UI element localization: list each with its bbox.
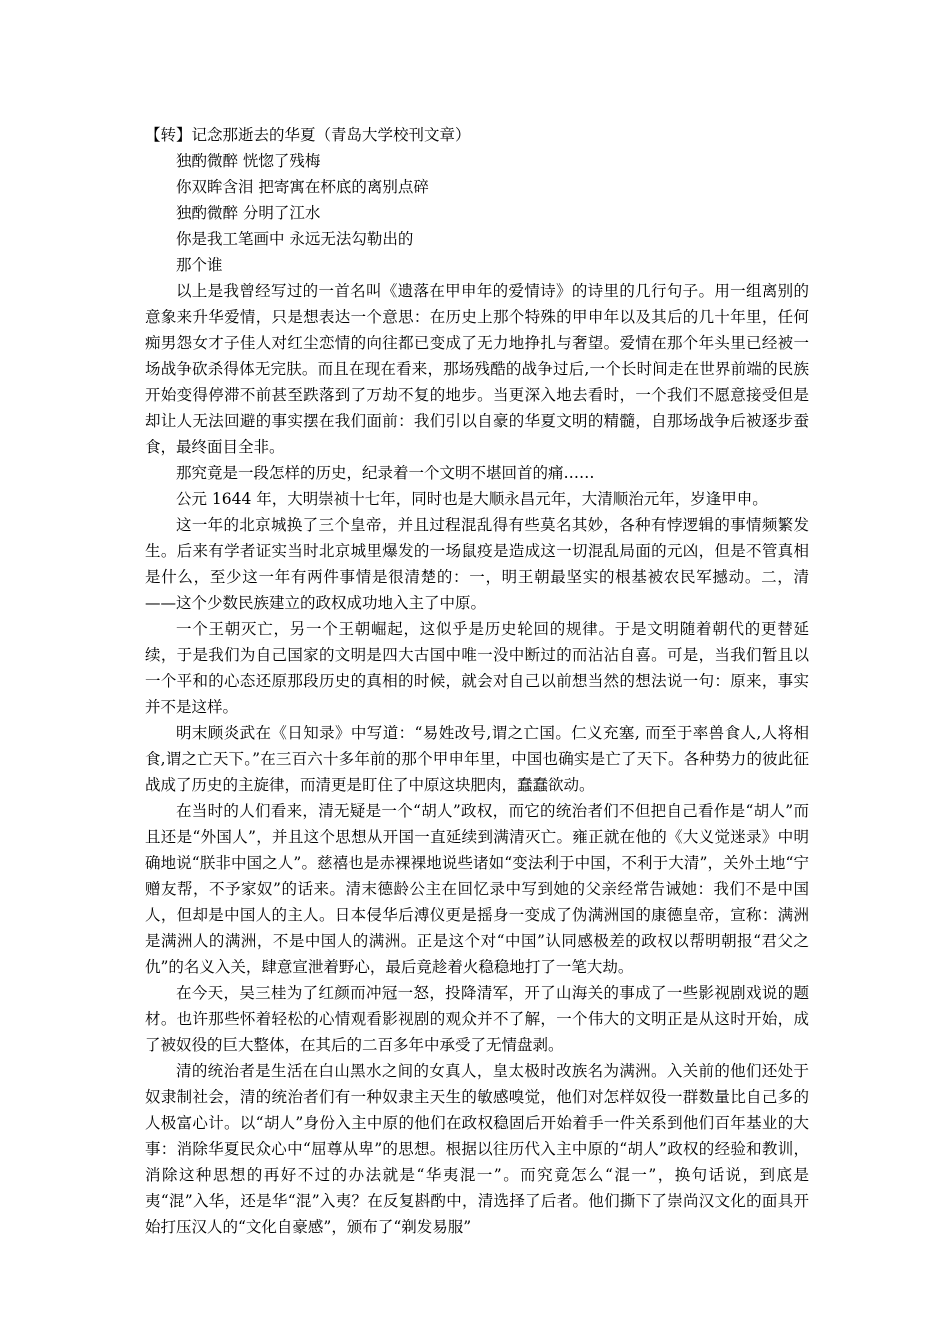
body-paragraph: 清的统治者是生活在白山黑水之间的女真人，皇太极时改族名为满洲。入关前的他们还处于奴隶制社会，清的统治者们有一种奴隶主天生的敏感嗅觉，他们对怎样奴役一群数量比自己多的人极富心计。以“胡人”身份入主中原的他们在政权稳固后开始着手一件关系到他们百年基业的大事：消除华夏民众心中“屈尊从卑”的思想。根据以往历代入主中原的“胡人”政权的经验和教训，消除这种思想的再好不过的办法就是“华夷混一”。而究竟怎么“混一”，换句话说，到底是夷“混”入华，还是华“混”入夷？在反复斟酌中，清选择了后者。他们撕下了崇尚汉文化的面具开始打压汉人的“文化自豪感”，颁布了“剃发易服” — [145, 1062, 809, 1236]
body-paragraph: 在当时的人们看来，清无疑是一个“胡人”政权，而它的统治者们不但把自己看作是“胡人”而且还是“外国人”，并且这个思想从开国一直延续到满清灭亡。雍正就在他的《大义觉迷录》中明确地说“朕非中国之人”。慈禧也是赤裸裸地说些诸如“变法利于中国，不利于大清”，关外土地“宁赠友帮，不予家奴”的话来。清末德龄公主在回忆录中写到她的父亲经常告诫她：我们不是中国人，但却是中国人的主人。日本侵华后溥仪更是摇身一变成了伪满洲国的康德皇帝，宣称：满洲是满洲人的满洲，不是中国人的满洲。正是这个对“中国”认同感极差的政权以帮明朝报“君父之仇”的名义入关，肆意宣泄着野心，最后竟趁着火稳稳地打了一笔大劫。 — [145, 802, 809, 976]
body-paragraph: 公元 1644 年，大明崇祯十七年，同时也是大顺永昌元年，大清顺治元年，岁逢甲申。 — [176, 490, 768, 508]
poem-line: 独酌微醉 恍惚了残梅 — [176, 152, 321, 170]
poem-line: 独酌微醉 分明了江水 — [176, 204, 321, 222]
body-paragraph: 在今天，吴三桂为了红颜而冲冠一怒，投降清军，开了山海关的事成了一些影视剧戏说的题材。也许那些怀着轻松的心情观看影视剧的观众并不了解，一个伟大的文明正是从这时开始，成了被奴役的巨大整体，在其后的二百多年中承受了无情盘剥。 — [145, 984, 809, 1054]
poem-line: 那个谁 — [176, 256, 223, 274]
body-paragraph: 明末顾炎武在《日知录》中写道：“易姓改号,谓之亡国。仁义充塞, 而至于率兽食人,人将相食,谓之亡天下。”在三百六十多年前的那个甲申年里，中国也确实是亡了天下。各种势力的彼此征战成了历史的主旋律，而清更是盯住了中原这块肥肉，蠢蠢欲动。 — [145, 724, 809, 794]
poem-line: 你双眸含泪 把寄寓在杯底的离别点碎 — [176, 178, 429, 196]
poem-line: 你是我工笔画中 永远无法勾勒出的 — [176, 230, 414, 248]
document-page — [145, 122, 809, 1240]
body-paragraph: 一个王朝灭亡，另一个王朝崛起，这似乎是历史轮回的规律。于是文明随着朝代的更替延续，于是我们为自己国家的文明是四大古国中唯一没中断过的而沾沾自喜。可是，当我们暂且以一个平和的心态还原那段历史的真相的时候，就会对自己以前想当然的想法说一句：原来，事实并不是这样。 — [145, 620, 809, 716]
body-paragraph: 以上是我曾经写过的一首名叫《遗落在甲申年的爱情诗》的诗里的几行句子。用一组离别的意象来升华爱情，只是想表达一个意思：在历史上那个特殊的甲申年以及其后的几十年里，任何痴男怨女才子佳人对红尘恋情的向往都已变成了无力地挣扎与奢望。爱情在那个年头里已经被一场战争砍杀得体无完肤。而且在现在看来，那场残酷的战争过后,一个长时间走在世界前端的民族开始变得停滞不前甚至跌落到了万劫不复的地步。当更深入地去看时，一个我们不愿意接受但是却让人无法回避的事实摆在我们面前：我们引以自豪的华夏文明的精髓，自那场战争后被逐步蚕食，最终面目全非。 — [145, 282, 809, 456]
poem — [145, 148, 809, 278]
body-paragraph: 这一年的北京城换了三个皇帝，并且过程混乱得有些莫名其妙，各种有悖逻辑的事情频繁发生。后来有学者证实当时北京城里爆发的一场鼠疫是造成这一切混乱局面的元凶，但是不管真相是什么，至少这一年有两件事情是很清楚的：一，明王朝最坚实的根基被农民军撼动。二，清——这个少数民族建立的政权成功地入主了中原。 — [145, 516, 809, 612]
article-body — [145, 278, 809, 1240]
body-paragraph: 那究竟是一段怎样的历史，纪录着一个文明不堪回首的痛…… — [176, 464, 595, 482]
article-title: 【转】记念那逝去的华夏（青岛大学校刊文章） — [145, 126, 471, 144]
